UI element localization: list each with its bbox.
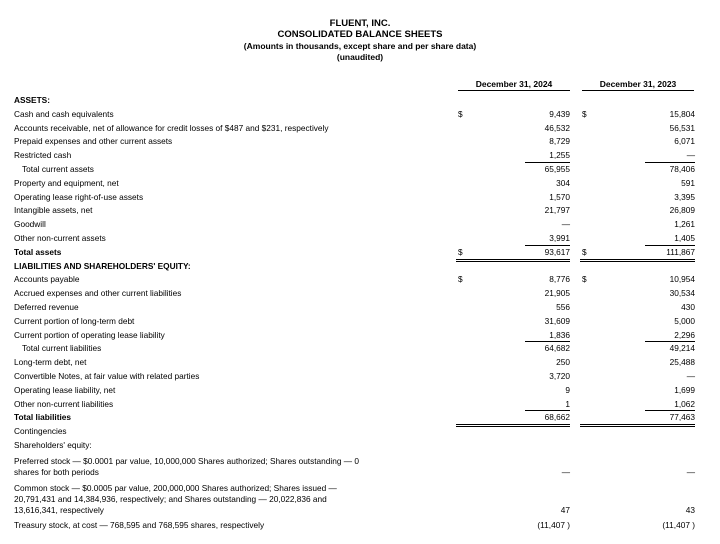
value-2023: 49,214: [669, 343, 695, 354]
column-header-2023: December 31, 2023: [582, 79, 694, 91]
statement-row: [0, 122, 720, 136]
statement-row: [0, 218, 720, 232]
dollar-sign-2024: $: [458, 274, 463, 285]
dollar-sign-2023: $: [582, 108, 587, 119]
statement-row: [0, 232, 720, 246]
value-2023: 10,954: [669, 274, 695, 285]
statement-subtitle: (Amounts in thousands, except share and per share data): [243, 41, 477, 51]
value-2023: 77,463: [669, 412, 695, 423]
statement-note: (unaudited): [336, 52, 384, 62]
column-header-2024: December 31, 2024: [458, 79, 570, 91]
value-2023: 15,804: [669, 108, 695, 119]
value-2024: 1,570: [549, 191, 570, 202]
statement-row: [0, 384, 720, 398]
value-2023: 26,809: [669, 205, 695, 216]
row-label: Other non-current assets: [14, 233, 106, 243]
value-2023: 25,488: [669, 357, 695, 368]
row-label: Deferred revenue: [14, 302, 79, 312]
statement-row: [0, 273, 720, 287]
preferred-value-2024: —: [561, 467, 570, 477]
value-2023: 6,071: [674, 136, 695, 147]
value-2024: 8,776: [549, 274, 570, 285]
row-label: ASSETS:: [14, 95, 50, 105]
value-2023: 1,261: [674, 219, 695, 230]
value-2024: 9: [565, 384, 570, 395]
value-2024: 304: [556, 177, 570, 188]
row-label: Goodwill: [14, 219, 46, 230]
statement-row: [0, 149, 720, 163]
preferred-stock-row: [14, 456, 695, 478]
row-label: Convertible Notes, at fair value with related parties: [14, 371, 200, 381]
row-label: Other non-current liabilities: [14, 398, 114, 409]
value-2023: 1,405: [674, 233, 695, 243]
preferred-line-1: Preferred stock — $0.0001 par value, 10,000,000 Shares authorized; Shares outstanding — 0: [14, 456, 359, 466]
statement-title: CONSOLIDATED BALANCE SHEETS: [277, 29, 443, 40]
row-label: Accrued expenses and other current liabilities: [14, 288, 182, 299]
common-value-2023: 43: [685, 505, 695, 515]
statement-row: [0, 301, 720, 315]
company-name: FLUENT, INC.: [329, 18, 391, 29]
row-label: Operating lease right-of-use assets: [14, 191, 144, 202]
statement-row: [0, 191, 720, 205]
row-label: Total liabilities: [14, 412, 72, 423]
row-label: Current portion of long-term debt: [14, 315, 135, 326]
dollar-sign-2024: $: [458, 246, 463, 257]
preferred-line-2: shares for both periods: [14, 467, 99, 478]
value-2024: 1,255: [549, 150, 570, 161]
statement-row: [0, 411, 720, 425]
value-2023: 1,062: [674, 398, 695, 409]
value-2024: 3,991: [549, 233, 570, 243]
common-line-2: 20,791,431 and 14,384,936, respectively; and Shares outstanding — 20,022,836 and: [14, 494, 327, 505]
value-2023: 78,406: [669, 164, 695, 174]
statement-row: [0, 315, 720, 329]
statement-row: [0, 329, 720, 343]
value-2023: —: [686, 371, 695, 381]
value-2024: 9,439: [549, 108, 570, 119]
statement-row: [0, 246, 720, 260]
row-label: Cash and cash equivalents: [14, 108, 114, 119]
row-label: Current portion of operating lease liability: [14, 329, 165, 340]
dollar-sign-2024: $: [458, 108, 463, 119]
value-2023: 430: [681, 302, 695, 312]
dollar-sign-2023: $: [582, 274, 587, 285]
treasury-value-2023: (11,407 ): [662, 520, 695, 530]
statement-row: [0, 135, 720, 149]
value-2023: 3,395: [674, 191, 695, 202]
statement-row: [0, 204, 720, 218]
row-label: Intangible assets, net: [14, 205, 93, 216]
value-2024: 93,617: [544, 246, 570, 257]
value-2024: 556: [556, 302, 570, 312]
value-2023: —: [686, 150, 695, 161]
row-label: Accounts receivable, net of allowance for credit losses of $487 and $231, respectively: [14, 122, 329, 133]
value-2024: 65,955: [544, 164, 570, 174]
row-label: Total current assets: [22, 164, 94, 174]
row-label: Contingencies: [14, 426, 67, 437]
row-label: Restricted cash: [14, 150, 72, 161]
value-2024: 8,729: [549, 136, 570, 147]
value-2024: 21,905: [544, 288, 570, 299]
value-2024: 21,797: [544, 205, 570, 216]
statement-row: [0, 398, 720, 412]
value-2024: 46,532: [544, 122, 570, 133]
value-2023: 30,534: [669, 288, 695, 299]
value-2024: —: [561, 219, 570, 230]
value-2023: 2,296: [674, 329, 695, 340]
statement-row: [0, 356, 720, 370]
value-2024: 1,836: [549, 329, 570, 340]
row-label: Shareholders' equity:: [14, 440, 92, 450]
value-2024: 250: [556, 357, 570, 368]
dollar-sign-2023: $: [582, 246, 587, 257]
value-2023: 111,867: [666, 246, 695, 257]
value-2023: 5,000: [674, 315, 695, 326]
treasury-value-2024: (11,407 ): [537, 520, 570, 530]
statement-row: [0, 287, 720, 301]
statement-row: [0, 260, 720, 274]
row-label: Long-term debt, net: [14, 357, 87, 368]
common-stock-row: [14, 483, 695, 517]
common-value-2024: 47: [560, 505, 570, 515]
preferred-value-2023: —: [686, 467, 695, 477]
statement-row: [0, 425, 720, 439]
common-line-1: Common stock — $0.0005 par value, 200,000,000 Shares authorized; Shares issued —: [14, 483, 337, 493]
value-2023: 56,531: [669, 122, 695, 133]
statement-row: [0, 439, 720, 453]
row-label: Property and equipment, net: [14, 177, 119, 188]
value-2023: 1,699: [674, 384, 695, 395]
row-label: Prepaid expenses and other current assets: [14, 136, 173, 147]
statement-row: [0, 342, 720, 356]
value-2024: 3,720: [549, 371, 570, 381]
row-label: Operating lease liability, net: [14, 384, 116, 395]
common-line-3: 13,616,341, respectively: [14, 505, 104, 516]
row-label: LIABILITIES AND SHAREHOLDERS' EQUITY:: [14, 260, 191, 271]
statement-row: [0, 108, 720, 122]
statement-row: [0, 163, 720, 177]
statement-row: [0, 370, 720, 384]
value-2024: 64,682: [544, 343, 570, 354]
value-2024: 68,662: [544, 412, 570, 423]
row-label: Total assets: [14, 246, 62, 257]
value-2024: 31,609: [544, 315, 570, 326]
treasury-stock-row: [0, 519, 720, 533]
value-2023: 591: [681, 177, 695, 188]
statement-row: [0, 177, 720, 191]
value-2024: 1: [565, 398, 570, 409]
treasury-label: Treasury stock, at cost — 768,595 and 768,595 shares, respectively: [14, 520, 265, 530]
row-label: Accounts payable: [14, 274, 80, 285]
statement-row: [0, 94, 720, 108]
row-label: Total current liabilities: [22, 343, 102, 354]
